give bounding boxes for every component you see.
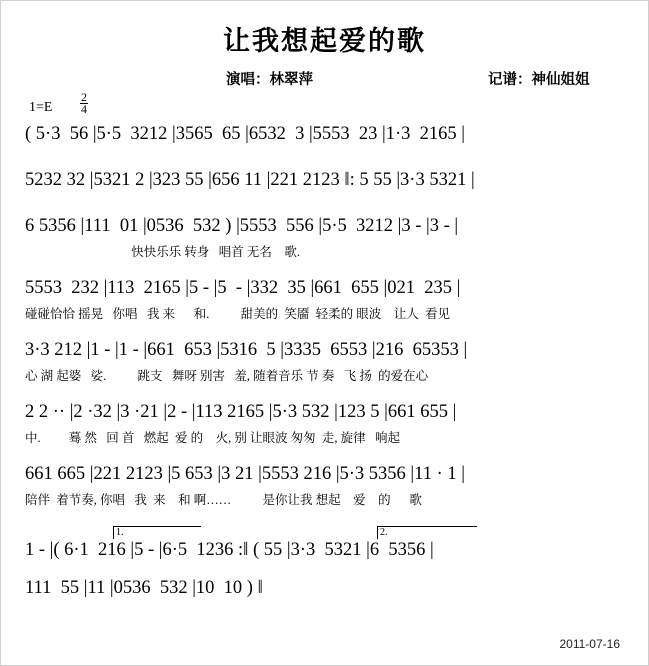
credits-row: [1, 68, 648, 92]
score-line: [25, 400, 626, 462]
singer-credit: 演唱：林翠萍: [226, 72, 313, 88]
notation-row: 661 665 |221 2123 |5 653 |3 21 |5553 216 |5·3 5356 |11 · 1 |: [25, 464, 465, 484]
transcription-date: 2011-07-16: [559, 637, 620, 651]
score-line: [25, 524, 626, 576]
notation-row: 6 5356 |111 01 |0536 532 ) |5553 556 |5·5 3212 |3 - |3 - |: [25, 216, 459, 236]
key-and-meter-row: [1, 90, 648, 122]
lyrics-row: 碰碰恰恰 摇晃 你唱 我 来 和. 甜美的 笑靥 轻柔的 眼波 让人 看见: [25, 307, 451, 321]
lyrics-row: 中. 蓦 然 回 首 燃起 爱 的 火, 别 让眼波 匆匆 走, 旋律 响起: [25, 431, 401, 445]
volta-bracket-1: 1.: [113, 526, 201, 539]
page-title: 让我想起爱的歌: [223, 26, 426, 56]
score-line: [25, 462, 626, 524]
transcriber-credit: 记谱：神仙姐姐: [488, 72, 590, 88]
lyrics-row: 心 湖 起婆 娑. 跳支 舞呀 别害 羞, 随着音乐 节 奏 飞 扬 的爱在心: [25, 369, 429, 383]
key-signature: 1=E: [29, 100, 53, 115]
notation-row: 2 2 ·· |2 ·32 |3 ·21 |2 - |113 2165 |5·3 532 |123 5 |661 655 |: [25, 402, 457, 422]
notation-row: 111 55 |11 |0536 532 |10 10 ) ‖: [25, 578, 263, 598]
score-line: [25, 122, 626, 168]
notation-row: 3·3 212 |1 - |1 - |661 653 |5316 5 |3335 6553 |216 65353 |: [25, 340, 468, 360]
notation-row: ( 5·3 56 |5·5 3212 |3565 65 |6532 3 |5553 23 |1·3 2165 |: [25, 124, 465, 144]
notation-row: 1 - |( 6·1 216 |5 - |6·5 1236 :‖ ( 55 |3·3 5321 |6 5356 |: [25, 540, 434, 560]
time-signature-numerator: 2: [81, 90, 87, 104]
score-line: [25, 276, 626, 338]
score-line: [25, 338, 626, 400]
time-signature-denominator: 4: [81, 102, 87, 116]
notation-row: 5553 232 |113 2165 |5 - |5 - |332 35 |661 655 |021 235 |: [25, 278, 461, 298]
lyrics-row: 陪伴 着节奏, 你唱 我 来 和 啊…… 是你让我 想起 爱 的 歌: [25, 493, 422, 507]
score-body: [1, 122, 648, 622]
score-line: [25, 214, 626, 276]
notation-row: 5232 32 |5321 2 |323 55 |656 11 |221 2123 ‖: 5 55 |3·3 5321 |: [25, 170, 475, 190]
lyrics-row: 快快乐乐 转身 唱首 无名 歌.: [25, 245, 301, 259]
score-line: [25, 576, 626, 622]
score-line: [25, 168, 626, 214]
volta-bracket-2: 2.: [377, 526, 477, 539]
time-signature: [80, 92, 88, 115]
